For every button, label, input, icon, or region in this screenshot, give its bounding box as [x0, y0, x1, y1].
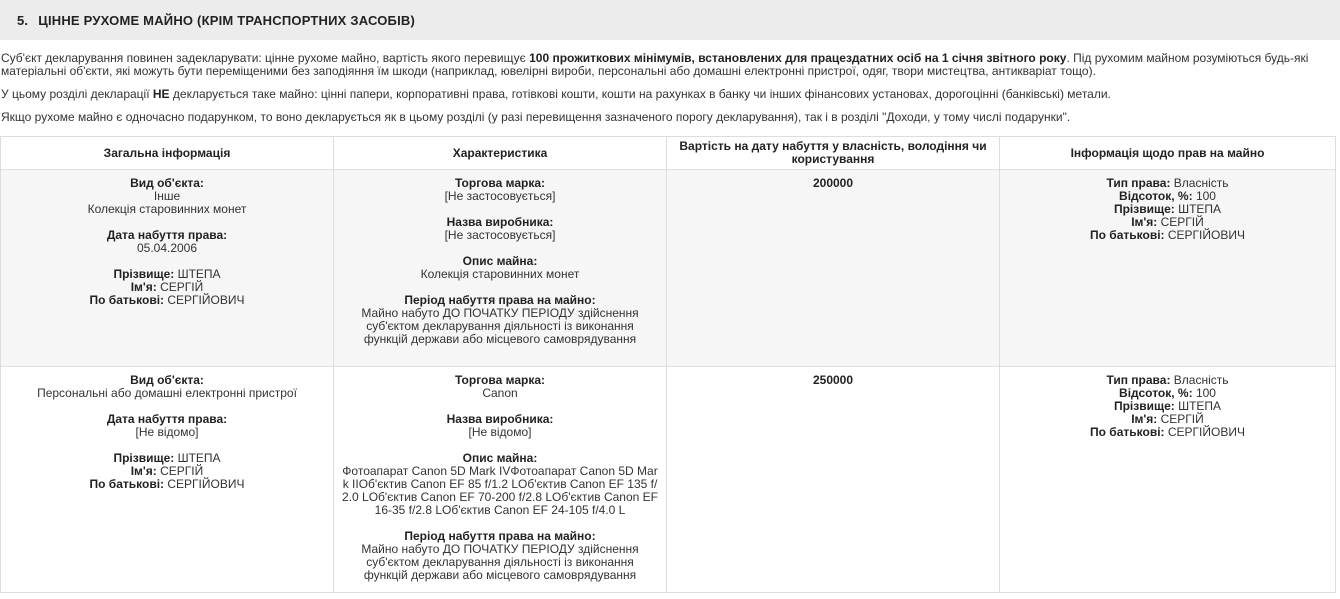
manufacturer-value: [Не застосовується] [444, 228, 556, 242]
surname-value: ШТЕПА [177, 451, 221, 465]
table-row [1, 367, 1336, 593]
description-value: Фотоапарат Canon 5D Mark IVФотоапарат Canon 5D Mark IIОб'єктив Canon EF 85 f/1.2 LОб'єктив Canon EF 135 f/2.0 LОб'єктив Canon EF 70-200 f/2.8 LОб'єктив Canon EF 16-35 f/2.8 LОб'єктив Canon EF 24-105 f/4.0 L [342, 464, 658, 517]
acq-date-value: [Не відомо] [135, 425, 199, 439]
description-value: Колекція старовинних монет [420, 267, 580, 281]
object-type-label: Вид об'єкта: [130, 373, 204, 387]
section-title-text: ЦІННЕ РУХОМЕ МАЙНО (КРІМ ТРАНСПОРТНИХ ЗАСОБІВ) [38, 12, 416, 28]
value-cell [667, 367, 1000, 593]
intro-text: Суб'єкт декларування повинен задекларувати: цінне рухоме майно, вартість якого перевищує [1, 51, 530, 65]
value-cell [667, 170, 1000, 367]
right-type-value: Власність [1173, 373, 1229, 387]
brand-label: Торгова марка: [454, 373, 546, 387]
intro-text: декларується таке майно: цінні папери, корпоративні права, готівкові кошти, кошти на рахунках в банку чи інших фінансових установах, дорогоцінні (банківські) метали. [169, 87, 1111, 101]
owner-name-value: СЕРГІЙ [1160, 412, 1204, 426]
brand-value: [Не застосовується] [444, 189, 556, 203]
manufacturer-label: Назва виробника: [446, 215, 554, 229]
owner-surname-value: ШТЕПА [1178, 399, 1222, 413]
right-type-label: Тип права: [1106, 373, 1171, 387]
intro-paragraph-1 [0, 52, 1334, 78]
owner-name-value: СЕРГІЙ [1160, 215, 1204, 229]
brand-label: Торгова марка: [454, 176, 546, 190]
general-info-cell [1, 170, 334, 367]
header-characteristics: Характеристика [334, 137, 667, 170]
movable-property-table [0, 136, 1336, 593]
rights-cell [1000, 367, 1336, 593]
characteristics-cell [334, 367, 667, 593]
patronymic-value: СЕРГІЙОВИЧ [167, 293, 245, 307]
intro-text: У цьому розділі декларації [1, 87, 153, 101]
section-title [0, 0, 1340, 40]
share-label: Відсоток, %: [1119, 386, 1193, 400]
owner-patronymic-label: По батькові: [1090, 425, 1165, 439]
header-general-info: Загальна інформація [1, 137, 334, 170]
section-number: 5. [17, 12, 29, 28]
general-info-cell [1, 367, 334, 593]
object-detail-value: Колекція старовинних монет [87, 202, 247, 216]
right-type-value: Власність [1173, 176, 1229, 190]
share-label: Відсоток, %: [1119, 189, 1193, 203]
object-type-label: Вид об'єкта: [130, 176, 204, 190]
surname-label: Прізвище: [113, 267, 175, 281]
owner-name-label: Ім'я: [1131, 215, 1158, 229]
property-value: 200000 [812, 176, 854, 190]
surname-value: ШТЕПА [177, 267, 221, 281]
owner-patronymic-value: СЕРГІЙОВИЧ [1167, 425, 1245, 439]
manufacturer-label: Назва виробника: [446, 412, 554, 426]
description-label: Опис майна: [462, 254, 538, 268]
intro-bold-not: НЕ [152, 87, 170, 101]
share-value: 100 [1195, 189, 1216, 203]
name-value: СЕРГІЙ [160, 464, 204, 478]
characteristics-cell [334, 170, 667, 367]
acq-date-label: Дата набуття права: [106, 228, 228, 242]
patronymic-value: СЕРГІЙОВИЧ [167, 477, 245, 491]
name-label: Ім'я: [130, 464, 157, 478]
intro-paragraph-3: Якщо рухоме майно є одночасно подарунком, то воно декларується як в цьому розділі (у разі перевищення зазначеного порогу декларування), так і в розділі "Доходи, у тому числі подарунки". [1, 110, 1071, 124]
object-type-value: Інше [153, 189, 181, 203]
table-header-row [1, 137, 1336, 170]
intro-bold-threshold: 100 прожиткових мінімумів, встановлених для працездатних осіб на 1 січня звітного року [529, 51, 1067, 65]
rights-cell [1000, 170, 1336, 367]
name-label: Ім'я: [130, 280, 157, 294]
owner-name-label: Ім'я: [1131, 412, 1158, 426]
property-value: 250000 [812, 373, 854, 387]
intro-text: . Під рухомим майном розуміються будь-які матеріальні об'єкти, які можуть бути переміщеними без заподіяння їм шкоди (наприклад, ювелірні вироби, персональні або домашні електронні пристрої, одяг, твори мистецтва, антикваріат тощо). [1, 51, 1309, 78]
name-value: СЕРГІЙ [160, 280, 204, 294]
acq-date-label: Дата набуття права: [106, 412, 228, 426]
table-row [1, 170, 1336, 367]
intro-paragraph-2 [0, 88, 1334, 101]
header-rights-info: Інформація щодо прав на майно [1000, 137, 1336, 170]
patronymic-label: По батькові: [89, 477, 165, 491]
acq-date-value: 05.04.2006 [136, 241, 198, 255]
owner-surname-label: Прізвище: [1113, 202, 1175, 216]
brand-value: Canon [482, 386, 518, 400]
owner-patronymic-value: СЕРГІЙОВИЧ [1167, 228, 1245, 242]
period-label: Період набуття права на майно: [404, 529, 596, 543]
right-type-label: Тип права: [1106, 176, 1171, 190]
surname-label: Прізвище: [113, 451, 175, 465]
description-label: Опис майна: [462, 451, 538, 465]
owner-patronymic-label: По батькові: [1090, 228, 1165, 242]
manufacturer-value: [Не відомо] [468, 425, 532, 439]
object-type-value: Персональні або домашні електронні пристрої [37, 386, 297, 400]
header-value: Вартість на дату набуття у власність, володіння чи користування [667, 137, 1000, 170]
period-value: Майно набуто ДО ПОЧАТКУ ПЕРІОДУ здійснення суб'єктом декларування діяльності із виконання функцій держави або місцевого самоврядування [361, 542, 639, 582]
owner-surname-value: ШТЕПА [1178, 202, 1222, 216]
period-label: Період набуття права на майно: [404, 293, 596, 307]
owner-surname-label: Прізвище: [1113, 399, 1175, 413]
share-value: 100 [1195, 386, 1216, 400]
period-value: Майно набуто ДО ПОЧАТКУ ПЕРІОДУ здійснення суб'єктом декларування діяльності із виконання функцій держави або місцевого самоврядування [361, 306, 639, 346]
patronymic-label: По батькові: [89, 293, 165, 307]
